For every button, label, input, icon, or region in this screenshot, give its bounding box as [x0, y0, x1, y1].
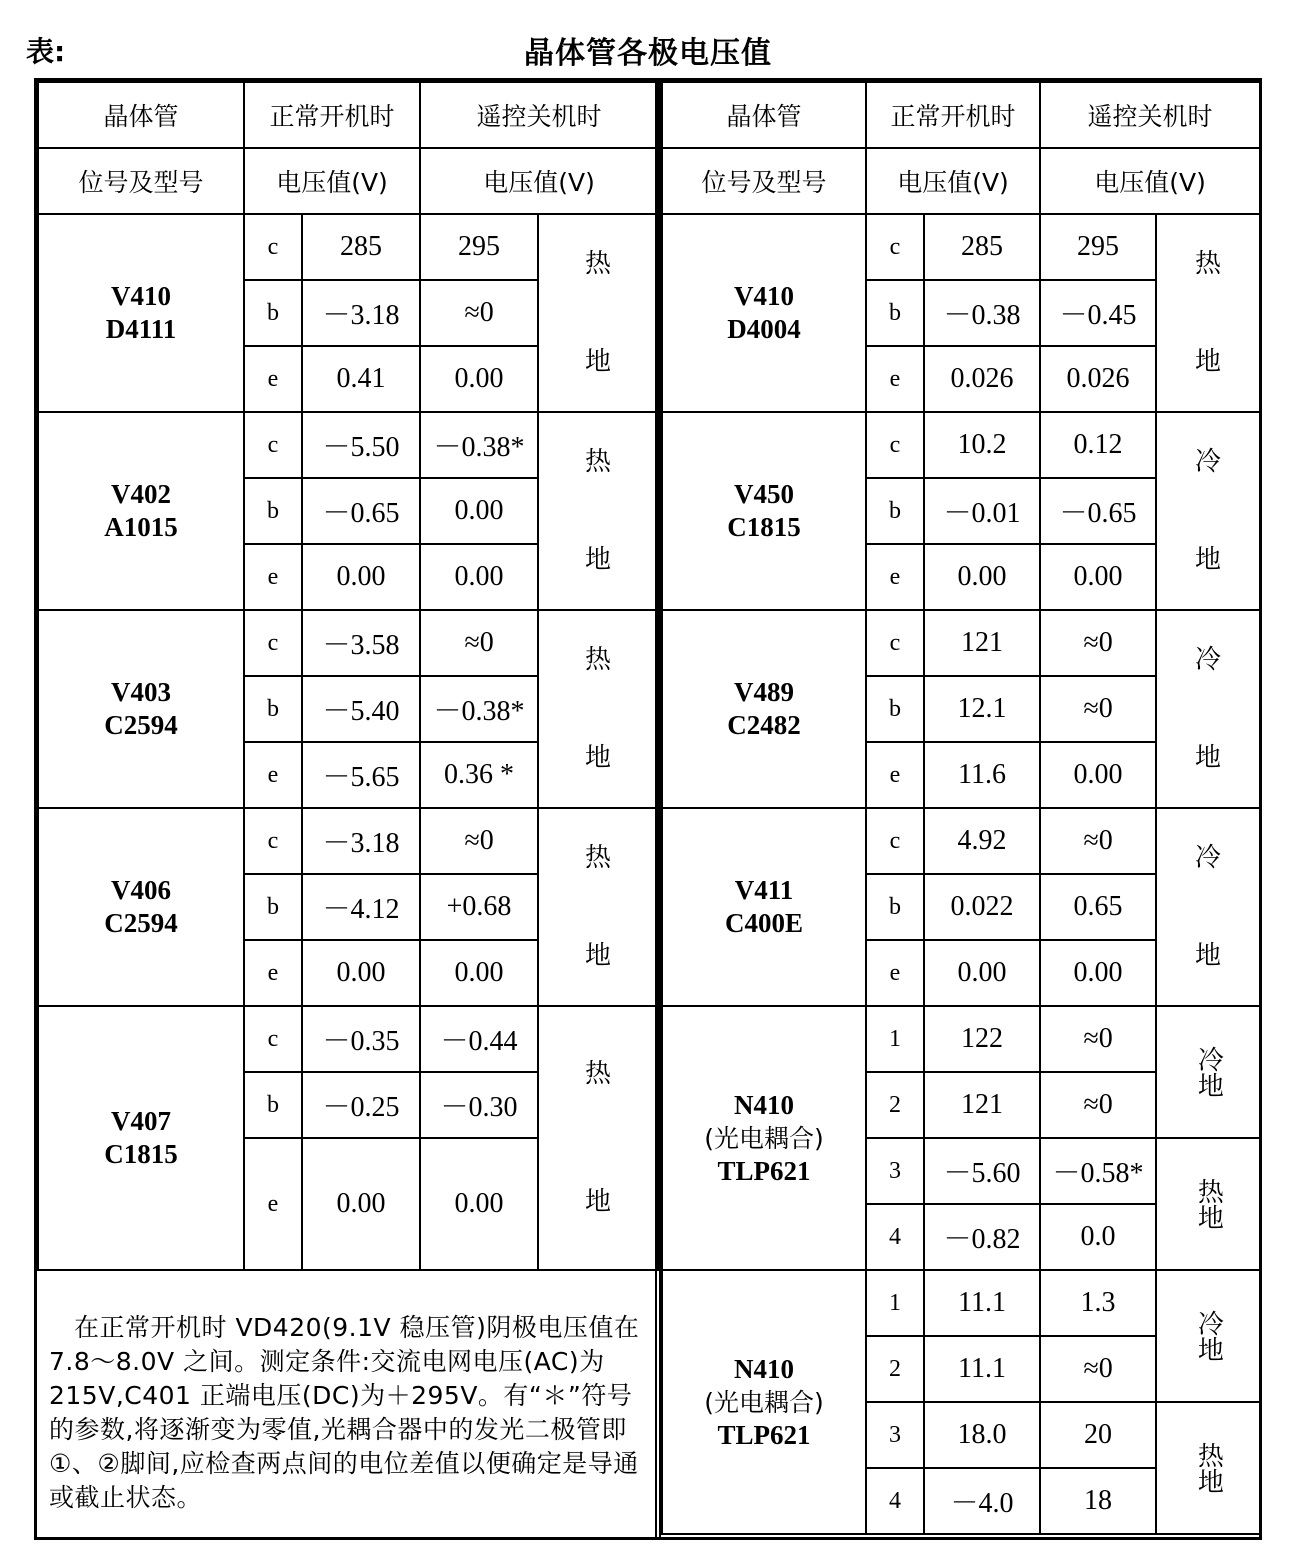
ground-type [1156, 610, 1260, 808]
pin: e [866, 940, 924, 1006]
header-transistor: 晶体管 [662, 82, 866, 148]
value-off: －0.44 [420, 1006, 538, 1072]
table-title: 晶体管各极电压值 [524, 36, 772, 71]
ground-char: 热 [585, 843, 612, 873]
value-off: ≈0 [1040, 676, 1156, 742]
ref: N410 [734, 1089, 794, 1120]
value-off: －0.58* [1040, 1138, 1156, 1204]
header-normal-on: 正常开机时 [244, 82, 420, 148]
pin: c [244, 808, 302, 874]
ground-type [1156, 412, 1260, 610]
value-on: －3.58 [302, 610, 420, 676]
value-off: ≈0 [1040, 610, 1156, 676]
pin: b [244, 874, 302, 940]
ref: V402 [111, 479, 171, 509]
transistor-cell [38, 808, 244, 1006]
ground-type [538, 1006, 658, 1270]
ground-type: 热地 [1156, 1138, 1260, 1270]
value-off: ≈0 [420, 280, 538, 346]
model: C1815 [104, 1139, 178, 1169]
pin: b [866, 478, 924, 544]
pin: 2 [866, 1072, 924, 1138]
pin: c [244, 214, 302, 280]
header-voltage-on: 电压值(V) [244, 148, 420, 214]
ref: V406 [111, 875, 171, 905]
ground-char: 地 [585, 545, 612, 575]
transistor-cell [38, 412, 244, 610]
pin: e [866, 544, 924, 610]
ref: V403 [111, 677, 171, 707]
ground-type [1156, 214, 1260, 412]
pin: 1 [866, 1006, 924, 1072]
device-type: (光电耦合) [704, 1387, 824, 1417]
ground-type: 热地 [1156, 1402, 1260, 1534]
ground-type [538, 808, 658, 1006]
transistor-cell [38, 1006, 244, 1270]
value-on: 11.1 [924, 1270, 1040, 1336]
model: C2482 [727, 710, 801, 740]
value-off: 0.36 * [420, 742, 538, 808]
value-on: 121 [924, 610, 1040, 676]
ground-char: 热 [585, 1059, 612, 1089]
value-off: ≈0 [420, 808, 538, 874]
ground-char: 地 [585, 743, 612, 773]
value-on: 10.2 [924, 412, 1040, 478]
value-on: 0.00 [924, 940, 1040, 1006]
pin: e [244, 742, 302, 808]
pin: 2 [866, 1336, 924, 1402]
model: C2594 [104, 908, 178, 938]
value-on: －5.50 [302, 412, 420, 478]
value-on: －0.35 [302, 1006, 420, 1072]
value-off: －0.45 [1040, 280, 1156, 346]
value-off: 0.12 [1040, 412, 1156, 478]
header-remote-off: 遥控关机时 [420, 82, 658, 148]
value-off: 295 [1040, 214, 1156, 280]
value-on: 11.1 [924, 1336, 1040, 1402]
ref: V489 [734, 677, 794, 707]
value-on: －0.65 [302, 478, 420, 544]
ground-char: 冷 [1195, 645, 1222, 675]
ground-char: 冷 [1195, 447, 1222, 477]
ref: V450 [734, 479, 794, 509]
right-table [661, 81, 1261, 1535]
value-off: ≈0 [420, 610, 538, 676]
value-on: －4.12 [302, 874, 420, 940]
value-on: －3.18 [302, 808, 420, 874]
value-off: 1.3 [1040, 1270, 1156, 1336]
ground-char: 热 [585, 447, 612, 477]
transistor-cell [662, 808, 866, 1006]
value-off: 0.026 [1040, 346, 1156, 412]
value-on: －5.40 [302, 676, 420, 742]
pin: c [244, 610, 302, 676]
ground-char: 地 [1195, 941, 1222, 971]
value-off: －0.30 [420, 1072, 538, 1138]
pin: c [244, 1006, 302, 1072]
value-off: 0.0 [1040, 1204, 1156, 1270]
pin: b [244, 1072, 302, 1138]
ground-type [1156, 808, 1260, 1006]
value-off: －0.38* [420, 412, 538, 478]
value-on: 0.026 [924, 346, 1040, 412]
pin: 3 [866, 1138, 924, 1204]
ground-char: 地 [1195, 347, 1222, 377]
ground-char: 热 [1195, 249, 1222, 279]
value-on: －0.38 [924, 280, 1040, 346]
value-off: 0.00 [420, 478, 538, 544]
value-on: 12.1 [924, 676, 1040, 742]
transistor-cell [38, 610, 244, 808]
value-off: 0.00 [1040, 544, 1156, 610]
value-on: －5.65 [302, 742, 420, 808]
pin: e [244, 346, 302, 412]
ref: V410 [734, 281, 794, 311]
ref: V411 [734, 875, 794, 905]
value-on: 0.00 [302, 940, 420, 1006]
value-on: 122 [924, 1006, 1040, 1072]
header-voltage-on: 电压值(V) [866, 148, 1040, 214]
transistor-cell [662, 412, 866, 610]
value-off: 0.00 [1040, 742, 1156, 808]
model: C2594 [104, 710, 178, 740]
left-table [37, 81, 659, 1271]
right-half [661, 81, 1259, 1537]
value-off: +0.68 [420, 874, 538, 940]
ref: N410 [734, 1353, 794, 1384]
value-on: 285 [302, 214, 420, 280]
header-normal-on: 正常开机时 [866, 82, 1040, 148]
pin: b [244, 478, 302, 544]
ref: V407 [111, 1106, 171, 1136]
pin: b [866, 676, 924, 742]
pin: c [244, 412, 302, 478]
pin: b [244, 676, 302, 742]
table-label: 表: [26, 35, 66, 68]
ground-char: 地 [1195, 743, 1222, 773]
value-on: 0.00 [302, 1138, 420, 1270]
header-remote-off: 遥控关机时 [1040, 82, 1260, 148]
ground-type: 冷地 [1156, 1006, 1260, 1138]
pin: b [244, 280, 302, 346]
value-off: 18 [1040, 1468, 1156, 1534]
pin: e [866, 346, 924, 412]
value-off: ≈0 [1040, 1336, 1156, 1402]
value-off: 20 [1040, 1402, 1156, 1468]
value-off: －0.65 [1040, 478, 1156, 544]
value-off: ≈0 [1040, 1006, 1156, 1072]
model: C1815 [727, 512, 801, 542]
header-voltage-off: 电压值(V) [420, 148, 658, 214]
model: A1015 [104, 512, 178, 542]
device-type: (光电耦合) [704, 1123, 824, 1153]
model: C400E [724, 908, 803, 938]
value-on: －0.01 [924, 478, 1040, 544]
value-off: 0.65 [1040, 874, 1156, 940]
ref: V410 [111, 281, 171, 311]
pin: b [866, 280, 924, 346]
ground-char: 地 [585, 941, 612, 971]
pin: c [866, 610, 924, 676]
value-on: 121 [924, 1072, 1040, 1138]
value-off: 0.00 [1040, 940, 1156, 1006]
value-off: 0.00 [420, 544, 538, 610]
pin: 1 [866, 1270, 924, 1336]
optocoupler-cell [662, 1270, 866, 1534]
pin: c [866, 808, 924, 874]
ground-char: 地 [1195, 545, 1222, 575]
ground-char: 热 [585, 249, 612, 279]
value-on: 285 [924, 214, 1040, 280]
model: D4111 [105, 314, 177, 344]
footnote [37, 1277, 655, 1515]
pin: b [866, 874, 924, 940]
value-on: 0.00 [924, 544, 1040, 610]
ground-char: 冷 [1195, 843, 1222, 873]
ground-char: 热 [585, 645, 612, 675]
pin: e [244, 940, 302, 1006]
header-ref-model: 位号及型号 [662, 148, 866, 214]
value-off: ≈0 [1040, 808, 1156, 874]
value-on: 0.41 [302, 346, 420, 412]
voltage-table [34, 78, 1262, 1540]
pin: e [866, 742, 924, 808]
header-ref-model: 位号及型号 [38, 148, 244, 214]
ground-type: 冷地 [1156, 1270, 1260, 1402]
value-on: 11.6 [924, 742, 1040, 808]
value-on: 4.92 [924, 808, 1040, 874]
value-off: 0.00 [420, 940, 538, 1006]
pin: 3 [866, 1402, 924, 1468]
pin: e [244, 544, 302, 610]
ground-char: 地 [585, 1187, 612, 1217]
optocoupler-cell [662, 1006, 866, 1270]
footnote-text: 在正常开机时 VD420(9.1V 稳压管)阴极电压值在 7.8～8.0V 之间。测定条件:交流电网电压(AC)为 215V,C401 正端电压(DC)为＋295V。有“＊”符号的参数,将逐渐变为零值,光耦合器中的发光二极管即①、②脚间,应检查两点间的电位差值以便确定是导通或截止状态。 [49, 1313, 640, 1512]
header-transistor: 晶体管 [38, 82, 244, 148]
value-on: －0.82 [924, 1204, 1040, 1270]
ground-type [538, 214, 658, 412]
transistor-cell [38, 214, 244, 412]
header-voltage-off: 电压值(V) [1040, 148, 1260, 214]
pin: e [244, 1138, 302, 1270]
value-on: 0.00 [302, 544, 420, 610]
ground-char: 地 [585, 347, 612, 377]
value-off: －0.38* [420, 676, 538, 742]
value-off: ≈0 [1040, 1072, 1156, 1138]
value-off: 295 [420, 214, 538, 280]
value-on: 0.022 [924, 874, 1040, 940]
transistor-cell [662, 214, 866, 412]
value-off: 0.00 [420, 1138, 538, 1270]
value-on: －4.0 [924, 1468, 1040, 1534]
pin: c [866, 412, 924, 478]
model: TLP621 [717, 1155, 811, 1186]
value-off: 0.00 [420, 346, 538, 412]
left-half [37, 81, 657, 1537]
model: D4004 [727, 314, 801, 344]
ground-type [538, 610, 658, 808]
model: TLP621 [717, 1419, 811, 1450]
value-on: －5.60 [924, 1138, 1040, 1204]
value-on: －0.25 [302, 1072, 420, 1138]
pin: 4 [866, 1468, 924, 1534]
value-on: －3.18 [302, 280, 420, 346]
transistor-cell [662, 610, 866, 808]
pin: 4 [866, 1204, 924, 1270]
ground-type [538, 412, 658, 610]
pin: c [866, 214, 924, 280]
value-on: 18.0 [924, 1402, 1040, 1468]
